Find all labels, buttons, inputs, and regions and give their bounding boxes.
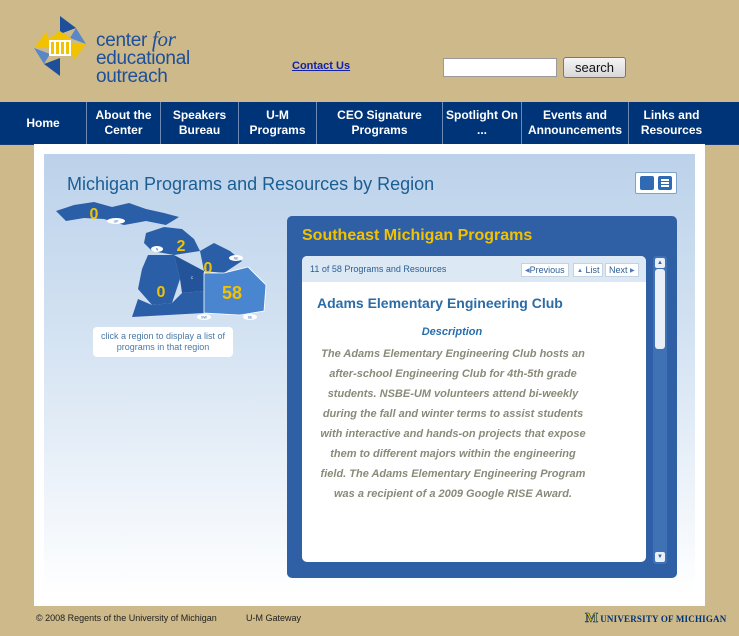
map-count-north: 2 bbox=[176, 238, 186, 255]
map-region-southeast[interactable] bbox=[204, 267, 266, 320]
right-arrow-icon: ▶ bbox=[630, 268, 635, 274]
result-count: 11 of 58 Programs and Resources bbox=[310, 264, 447, 274]
search-input[interactable] bbox=[443, 58, 557, 77]
map-region-north[interactable] bbox=[144, 227, 200, 255]
nav-speakers-bureau[interactable]: Speakers Bureau bbox=[160, 102, 238, 144]
logo-text-educational: educational bbox=[96, 48, 190, 69]
program-title[interactable]: Adams Elementary Engineering Club bbox=[317, 295, 563, 311]
logo-text-for: for bbox=[152, 27, 176, 51]
nav-about-the-center[interactable]: About the Center bbox=[86, 102, 160, 144]
region-hint: click a region to display a list of programs in that region bbox=[93, 327, 233, 357]
um-gateway-link[interactable]: U-M Gateway bbox=[246, 613, 302, 623]
map-count-upper: 0 bbox=[89, 206, 99, 223]
search-button[interactable]: search bbox=[563, 57, 626, 78]
content-area bbox=[34, 144, 705, 606]
university-of-michigan-logo[interactable] bbox=[585, 612, 726, 626]
block-m-icon: M bbox=[585, 611, 599, 626]
logo-text-outreach: outreach bbox=[96, 66, 168, 87]
footer bbox=[0, 606, 739, 636]
description-label: Description bbox=[421, 326, 483, 338]
nav-ceo-signature-programs[interactable]: CEO Signature Programs bbox=[316, 102, 442, 144]
list-label: List bbox=[585, 265, 600, 275]
list-button[interactable] bbox=[573, 263, 603, 277]
map-code-se: SE bbox=[247, 315, 253, 320]
map-code-sw: SW bbox=[201, 315, 207, 320]
logo-text-center: center bbox=[96, 30, 148, 51]
map-count-southeast: 58 bbox=[221, 283, 243, 303]
header bbox=[0, 0, 739, 102]
main-nav bbox=[0, 102, 739, 145]
map-code-up: UP bbox=[113, 219, 119, 224]
ceo-logo[interactable] bbox=[30, 12, 200, 92]
map-view-icon[interactable] bbox=[640, 176, 654, 190]
nav-links-and-resources[interactable]: Links and Resources bbox=[628, 102, 714, 144]
view-toggle bbox=[635, 172, 677, 194]
program-detail bbox=[302, 256, 646, 562]
nav-home[interactable]: Home bbox=[26, 115, 60, 130]
pinwheel-logo-icon bbox=[30, 14, 90, 84]
up-arrow-icon: ▲ bbox=[577, 268, 583, 274]
map-region-upper[interactable] bbox=[56, 202, 179, 225]
map-code-n: N bbox=[155, 247, 159, 252]
scrollbar[interactable] bbox=[653, 256, 667, 564]
map-count-west: 0 bbox=[156, 284, 166, 301]
scroll-down-icon[interactable]: ▼ bbox=[655, 552, 665, 562]
region-programs-box bbox=[287, 216, 677, 578]
page-title: Michigan Programs and Resources by Region bbox=[67, 174, 435, 194]
nav-um-programs[interactable]: U-M Programs bbox=[238, 102, 316, 144]
map-code-c: C bbox=[190, 276, 194, 280]
region-title: Southeast Michigan Programs bbox=[302, 227, 533, 244]
previous-button[interactable] bbox=[521, 263, 569, 277]
scroll-up-icon[interactable]: ▲ bbox=[655, 258, 665, 268]
um-wordmark: UNIVERSITY OF MICHIGAN bbox=[600, 614, 727, 624]
result-header bbox=[302, 256, 646, 282]
contact-us-link[interactable]: Contact Us bbox=[292, 60, 351, 72]
programs-panel bbox=[44, 154, 695, 596]
left-arrow-icon: ◀ bbox=[525, 268, 530, 274]
map-count-northeast: 0 bbox=[203, 260, 213, 277]
next-button[interactable] bbox=[605, 263, 639, 277]
previous-label: Previous bbox=[529, 265, 565, 275]
copyright: © 2008 Regents of the University of Michigan bbox=[36, 613, 217, 623]
nav-events-and-announcements[interactable]: Events and Announcements bbox=[521, 102, 628, 144]
map-code-ne: NE bbox=[233, 256, 239, 261]
next-label: Next bbox=[609, 265, 628, 275]
michigan-region-map bbox=[54, 199, 284, 329]
description-text: The Adams Elementary Engineering Club hosts an after-school Engineering Club for 4th-5th grade students. NSBE-UM volunteers attend bi-weekly during the fall and winter terms to assist students with interactive and hands-on projects that expose them to different majors within the engineering field. The Adams Elementary Engineering Program was a recipient of a 2009 Google RISE Award. bbox=[320, 348, 586, 500]
list-view-icon[interactable] bbox=[658, 176, 672, 190]
nav-spotlight-on[interactable]: Spotlight On ... bbox=[442, 102, 521, 144]
scroll-thumb[interactable] bbox=[655, 269, 665, 349]
